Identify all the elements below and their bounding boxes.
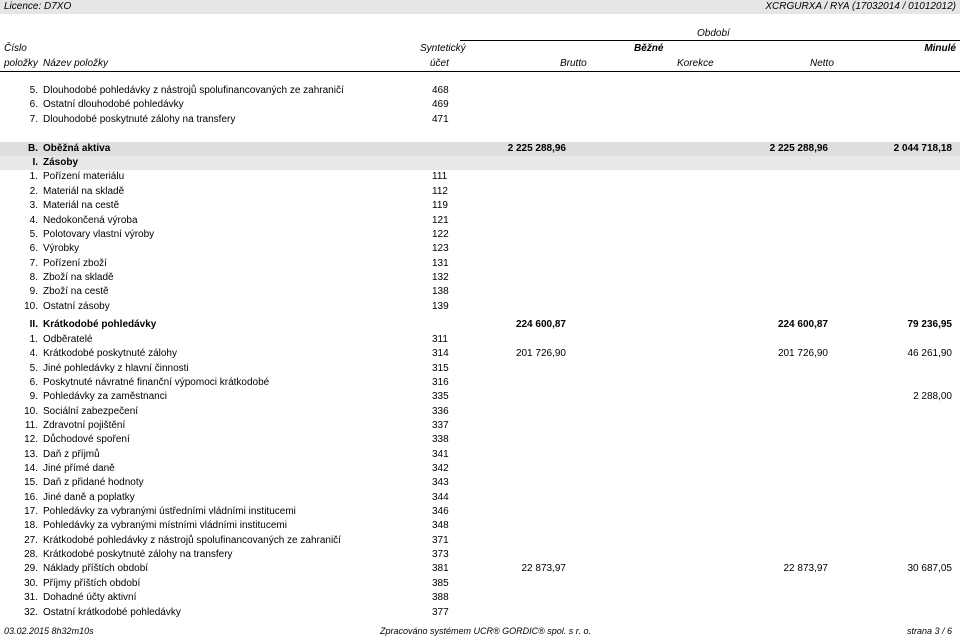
row-name: Poskytnuté návratné finanční výpomoci krátkodobé [43,377,270,388]
row-number: 27. [24,535,38,546]
row-account: 139 [432,301,449,312]
row-name: Krátkodobé poskytnuté zálohy na transfery [43,549,233,560]
row-name: Materiál na skladě [43,186,125,197]
row-account: 342 [432,463,449,474]
table-row [0,300,960,314]
row-name: Důchodové spoření [43,434,130,445]
row-number: 32. [24,607,38,618]
row-name: Zásoby [43,157,79,168]
row-name: Sociální zabezpečení [43,406,139,417]
table-row [0,505,960,519]
row-account: 371 [432,535,449,546]
header-netto: Netto [810,58,834,69]
row-number: 18. [24,520,38,531]
row-number: 5. [29,85,38,96]
row-account: 337 [432,420,449,431]
table-row [0,476,960,490]
row-account: 388 [432,592,449,603]
row-account: 311 [432,334,448,345]
row-number: 4. [29,215,38,226]
row-name: Pořízení zboží [43,258,107,269]
row-number: 5. [29,363,38,374]
report-code: XCRGURXA / RYA (17032014 / 01012012) [765,1,956,12]
row-name: Pohledávky za zaměstnanci [43,391,167,402]
row-account: 316 [432,377,449,388]
row-account: 111 [432,171,448,182]
row-name: Nedokončená výroba [43,215,138,226]
table-row [0,419,960,433]
row-account: 132 [432,272,449,283]
row-number: 3. [29,200,38,211]
subsection-row [0,318,960,332]
row-name: Ostatní dlouhodobé pohledávky [43,99,184,110]
row-minule: 79 236,95 [907,319,952,330]
footer-datetime: 03.02.2015 8h32m10s [4,626,94,636]
row-number: 31. [24,592,38,603]
row-account: 315 [432,363,449,374]
row-name: Daň z příjmů [43,449,100,460]
table-row [0,606,960,620]
row-name: Oběžná aktiva [43,143,111,154]
row-name: Jiné pohledávky z hlavní činnosti [43,363,189,374]
row-number: 1. [29,334,38,345]
row-number: B. [28,143,38,154]
row-brutto: 224 600,87 [515,319,566,330]
row-number: 4. [29,348,38,359]
row-name: Krátkodobé pohledávky z nástrojů spolufinancovaných ze zahraničí [43,535,341,546]
row-number: 17. [24,506,38,517]
row-account: 343 [432,477,449,488]
row-netto: 22 873,97 [783,563,828,574]
row-minule: 30 687,05 [907,563,952,574]
table-row [0,591,960,605]
row-number: 6. [29,243,38,254]
row-name: Zdravotní pojištění [43,420,126,431]
row-name: Krátkodobé pohledávky [43,319,157,330]
row-account: 381 [432,563,449,574]
row-account: 469 [432,99,449,110]
row-name: Dlouhodobé poskytnuté zálohy na transfery [43,114,236,125]
row-number: 5. [29,229,38,240]
row-name: Náklady příštích období [43,563,149,574]
row-account: 385 [432,578,449,589]
table-row [0,84,960,98]
row-name: Polotovary vlastní výroby [43,229,155,240]
table-row [0,285,960,299]
row-number: 8. [29,272,38,283]
row-account: 121 [432,215,449,226]
row-number: 11. [24,420,38,431]
header-synteticky: Syntetický [420,43,466,54]
table-row [0,491,960,505]
row-name: Pohledávky za vybranými místními vládními institucemi [43,520,287,531]
table-row [0,448,960,462]
footer-page: strana 3 / 6 [906,626,952,636]
row-account: 471 [432,114,449,125]
row-number: 12. [24,434,38,445]
row-account: 123 [432,243,449,254]
header-polozky: položky [4,58,38,69]
header-bottom-rule [0,71,960,72]
row-account: 338 [432,434,449,445]
row-number: I. [32,157,38,168]
table-row [0,519,960,533]
row-name: Odběratelé [43,334,93,345]
row-name: Krátkodobé poskytnuté zálohy [43,348,177,359]
row-account: 112 [432,186,448,197]
row-number: 6. [29,99,38,110]
table-row [0,113,960,127]
row-account: 131 [432,258,449,269]
table-row [0,170,960,184]
table-row [0,347,960,361]
row-number: 14. [24,463,38,474]
row-number: 29. [24,563,38,574]
row-name: Příjmy příštích období [43,578,141,589]
row-number: 16. [24,492,38,503]
subsection-row [0,156,960,170]
row-account: 377 [432,607,449,618]
row-number: 28. [24,549,38,560]
table-row [0,214,960,228]
row-name: Zboží na cestě [43,286,109,297]
row-account: 346 [432,506,449,517]
row-account: 138 [432,286,449,297]
row-account: 335 [432,391,449,402]
table-row [0,362,960,376]
table-row [0,462,960,476]
row-number: 15. [24,477,38,488]
header-nazev: Název položky [43,58,109,69]
row-name: Pořízení materiálu [43,171,125,182]
header-bezne: Běžné [634,43,664,54]
table-row [0,228,960,242]
row-number: 1. [29,171,38,182]
footer-processed: Zpracováno systémem UCR® GORDIC® spol. s r. o. [380,626,591,636]
row-number: 6. [29,377,38,388]
row-name: Ostatní krátkodobé pohledávky [43,607,181,618]
row-netto: 224 600,87 [777,319,828,330]
table-row [0,577,960,591]
section-row [0,142,960,156]
table-row [0,257,960,271]
table-row [0,548,960,562]
row-name: Výrobky [43,243,80,254]
row-account: 341 [432,449,449,460]
row-number: 13. [24,449,38,460]
header-korekce: Korekce [677,58,714,69]
row-brutto: 2 225 288,96 [507,143,566,154]
row-minule: 2 044 718,18 [893,143,952,154]
row-name: Daň z přidané hodnoty [43,477,144,488]
row-account: 348 [432,520,449,531]
row-number: 9. [29,391,38,402]
row-number: 2. [29,186,38,197]
table-row [0,199,960,213]
table-row [0,390,960,404]
row-minule: 46 261,90 [907,348,952,359]
row-account: 119 [432,200,448,211]
row-name: Dlouhodobé pohledávky z nástrojů spolufinancovaných ze zahraničí [43,85,344,96]
table-row [0,185,960,199]
row-netto: 2 225 288,96 [769,143,828,154]
row-number: 7. [29,258,38,269]
table-row [0,405,960,419]
row-name: Materiál na cestě [43,200,120,211]
header-brutto: Brutto [560,58,587,69]
row-number: 7. [29,114,38,125]
header-cislo: Číslo [4,43,27,54]
row-name: Ostatní zásoby [43,301,110,312]
row-account: 314 [432,348,449,359]
page-footer [0,625,960,637]
header-minule: Minulé [924,43,956,54]
row-number: 10. [24,301,38,312]
table-row [0,333,960,347]
row-name: Jiné přímé daně [43,463,115,474]
row-netto: 201 726,90 [777,348,828,359]
table-row [0,271,960,285]
row-minule: 2 288,00 [913,391,952,402]
table-row [0,242,960,256]
table-header [0,22,960,72]
header-rule [460,40,960,41]
row-account: 122 [432,229,449,240]
top-bar [0,0,960,14]
header-ucet: účet [430,58,449,69]
table-row [0,98,960,112]
header-obdobi: Období [697,28,730,39]
licence-label: Licence: D7XO [4,1,72,12]
row-number: 30. [24,578,38,589]
table-row [0,534,960,548]
row-name: Jiné daně a poplatky [43,492,135,503]
row-brutto: 201 726,90 [515,348,566,359]
table-row [0,433,960,447]
row-number: 10. [24,406,38,417]
row-account: 468 [432,85,449,96]
row-account: 373 [432,549,449,560]
row-name: Zboží na skladě [43,272,114,283]
row-name: Pohledávky za vybranými ústředními vládními institucemi [43,506,296,517]
table-row [0,562,960,576]
table-row [0,376,960,390]
row-number: II. [29,319,38,330]
row-name: Dohadné účty aktivní [43,592,137,603]
row-account: 344 [432,492,449,503]
row-number: 9. [29,286,38,297]
row-brutto: 22 873,97 [521,563,566,574]
row-account: 336 [432,406,449,417]
